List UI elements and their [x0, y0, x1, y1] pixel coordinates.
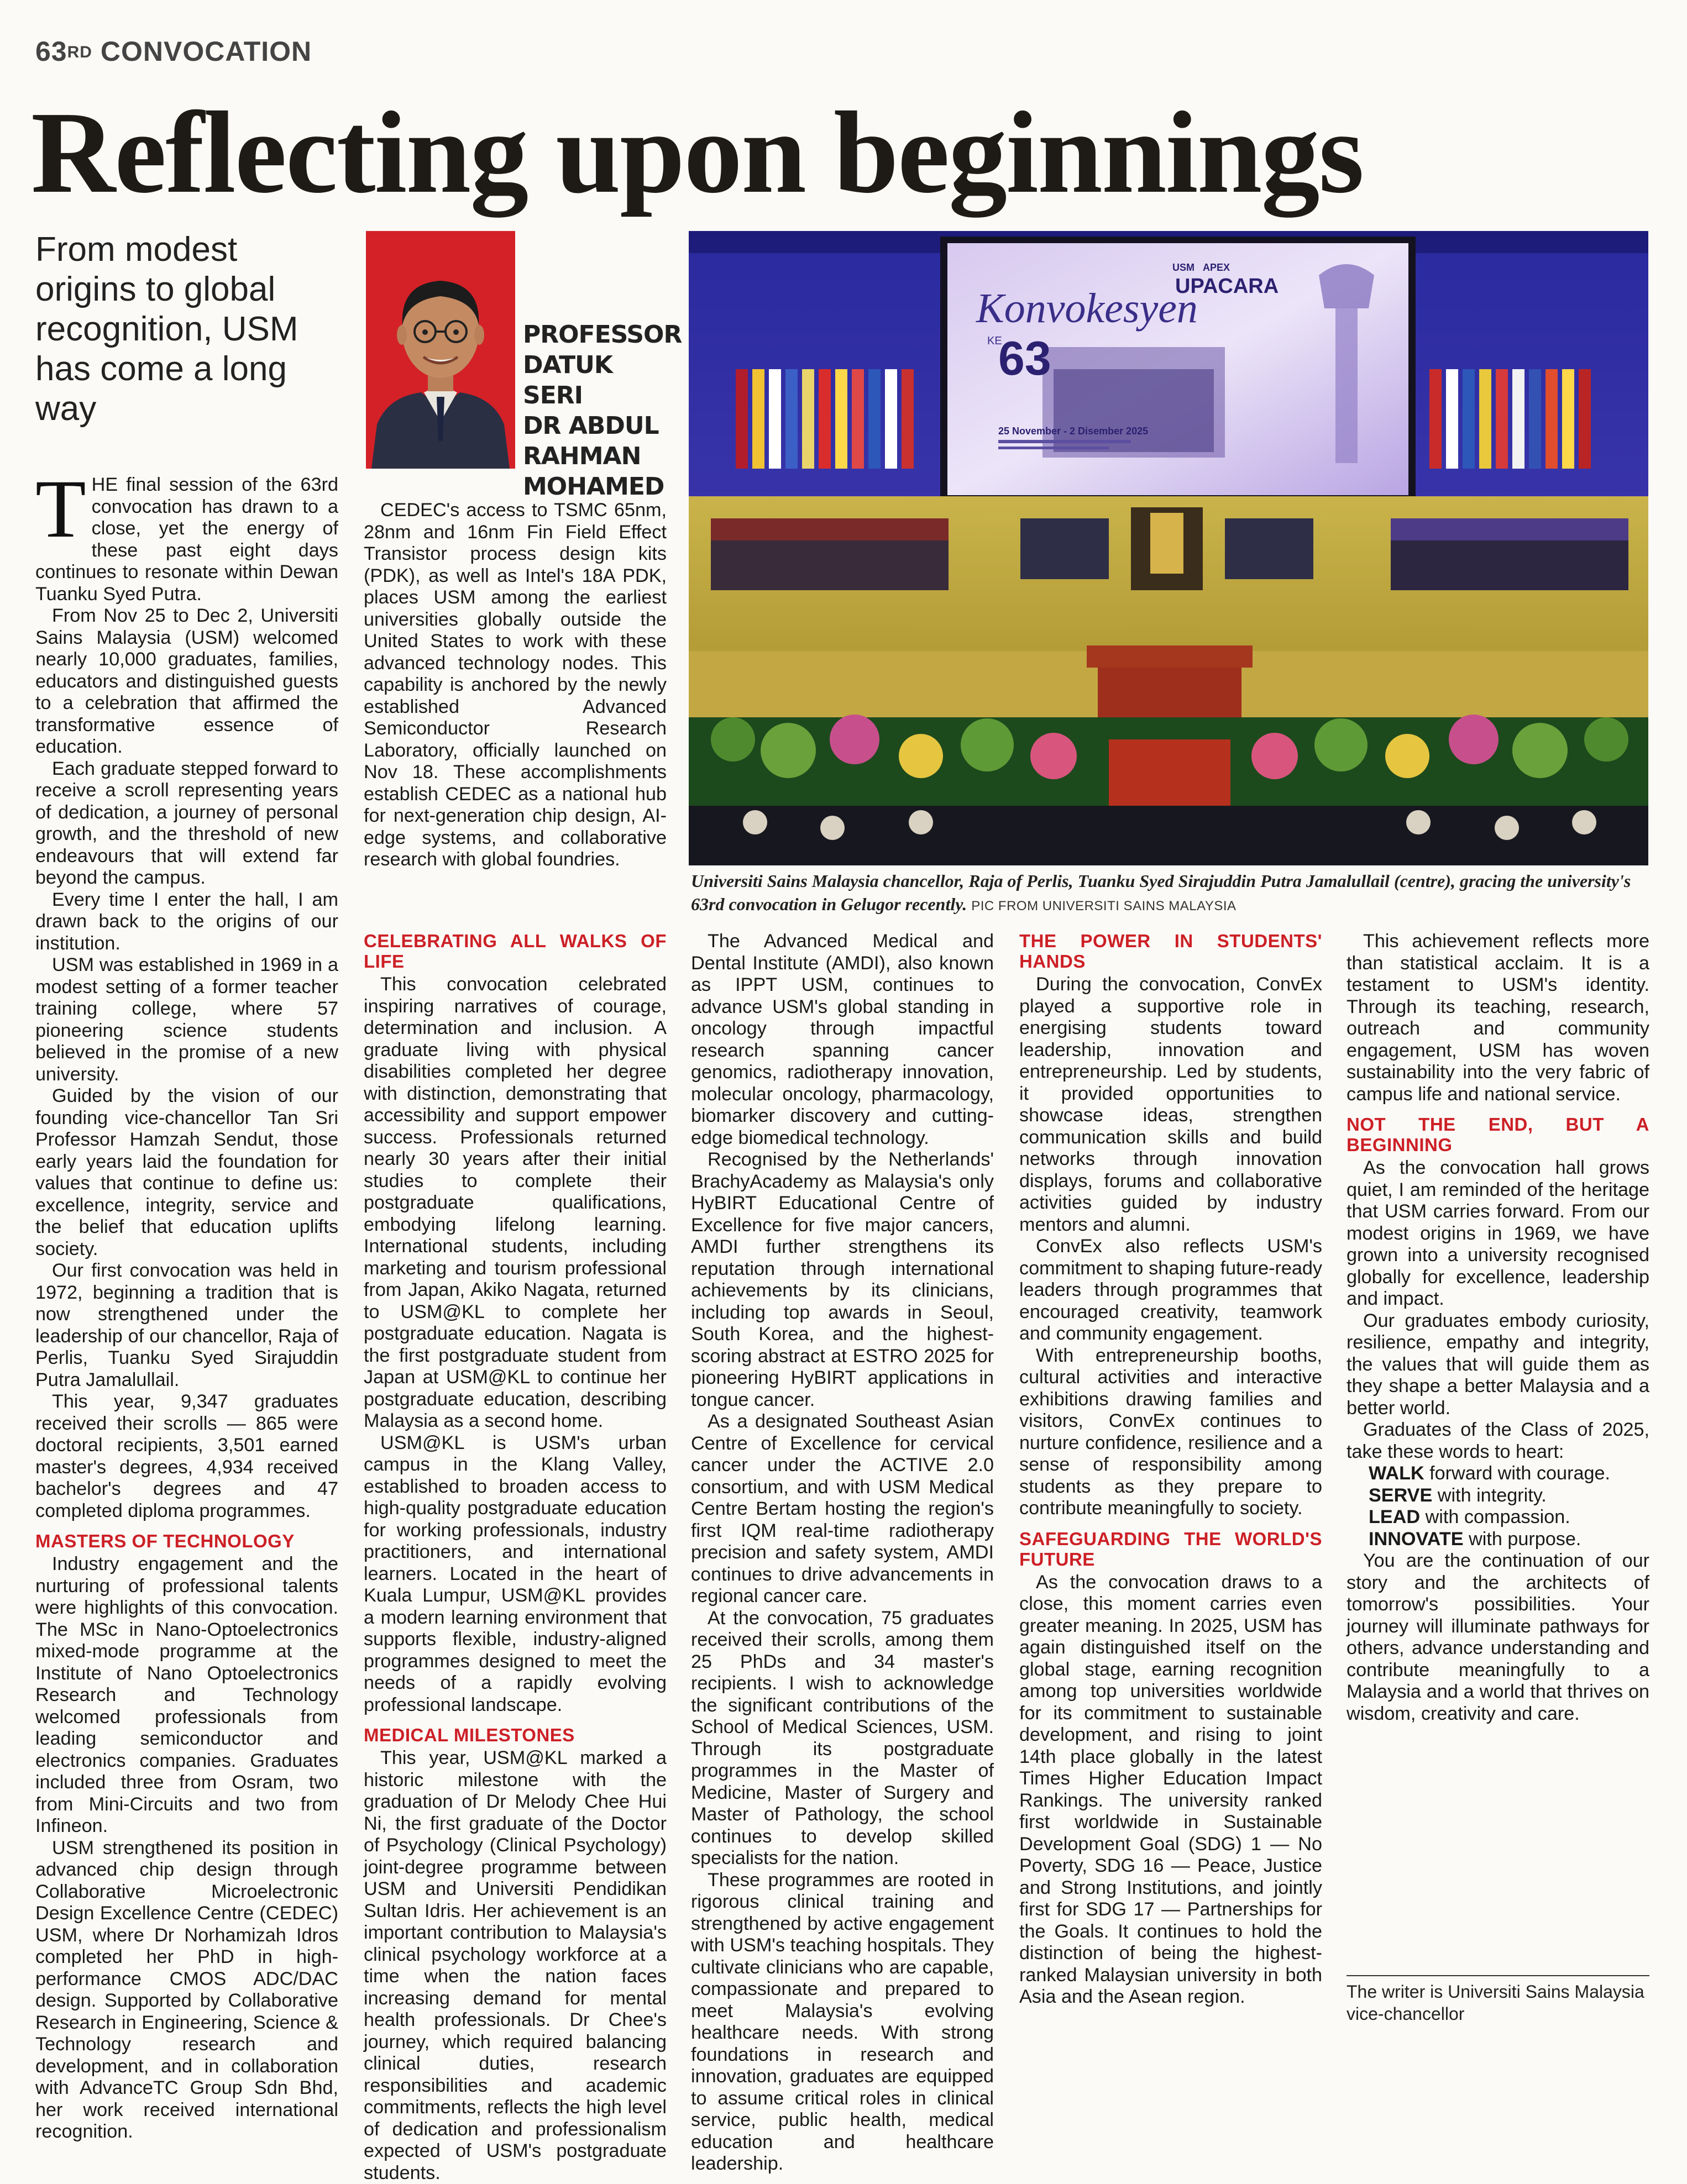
article-paragraph: This achievement reflects more than statistical acclaim. It is a testament to USM's identity. Through its teaching, research, outreach and community engagement, USM has woven sustainability into the very fabric of campus life and national service.	[1347, 931, 1649, 1105]
article-paragraph: As the convocation draws to a close, this moment carries even greater meaning. In 2025, USM has again distinguished itself on the global stage, earning recognition among top universities worldwide for its commitment to sustainable development, and rising to joint 14th place globally in the latest Times Higher Education Impact Rankings. The university ranked first worldwide in Sustainable Development Goal (SDG) 1 — No Poverty, SDG 16 — Peace, Justice and Strong Institutions, and jointly first for SDG 17 — Partnerships for the Goals. It continues to hold the distinction of being the highest-ranked Malaysian university in both Asia and the Asean region.	[1019, 1571, 1322, 2007]
article-paragraph: CEDEC's access to TSMC 65nm, 28nm and 16nm Fin Field Effect Transistor process design kits (PDK), as well as Intel's 18A PDK, places USM among the earliest universities globally outside the United States to work with these advanced technology nodes. This capability is anchored by the newly established Advanced Semiconductor Research Laboratory, officially launched on Nov 18. These accomplishments establish CEDEC as a national hub for next-generation chip design, AI-edge systems, and collaborative research with global foundries.	[364, 500, 667, 870]
article-paragraph: USM@KL is USM's urban campus in the Klang Valley, established to broaden access to high-quality postgraduate education for working professionals, industry practitioners, and international learners. Located in the heart of Kuala Lumpur, USM@KL provides a modern learning environment that supports flexible, industry-aligned programmes designed to meet the needs of a rapidly evolving professional landscape.	[364, 1432, 667, 1715]
screen-upacara: UPACARA	[1175, 275, 1279, 298]
article-paragraph: Each graduate stepped forward to receive a scroll representing years of dedication, a journey of personal growth, and the threshold of new endeavours that will extend far beyond the campus.	[35, 758, 338, 888]
screen-ke: KE	[987, 335, 1002, 347]
article-paragraph: These programmes are rooted in rigorous clinical training and strengthened by active engagement with USM's teaching hospitals. They cultivate clinicians who are capable, compassionate and prepared to meet Malaysia's evolving healthcare needs. With strong foundations in research and innovation, graduates are equipped to assume critical roles in clinical service, public health, medical education and healthcare leadership.	[691, 1869, 994, 2174]
article-paragraph: From Nov 25 to Dec 2, Universiti Sains Malaysia (USM) welcomed nearly 10,000 graduates, families, educators and distinguished guests to a celebration that affirmed the transformative essence of education.	[35, 605, 338, 757]
article-paragraph: ConvEx also reflects USM's commitment to shaping future-ready leaders through programmes that encouraged creativity, teamwork and community engagement.	[1019, 1236, 1322, 1344]
imperative-verb: LEAD	[1369, 1506, 1421, 1527]
screen-brand: USM	[1172, 262, 1194, 273]
screen-dates: 25 November - 2 Disember 2025	[998, 426, 1149, 437]
imperative-verb: WALK	[1369, 1463, 1424, 1484]
author-name-line: PROFESSOR	[523, 321, 682, 349]
article-paragraph: This convocation celebrated inspiring narratives of courage, determination and inclusion. A graduate living with physical disabilities completed her degree with distinction, demonstrating that accessibility and support empower success. Professionals returned nearly 30 years after their initial studies to complete their postgraduate qualifications, embodying lifelong learning. International students, including marketing and tourism professional from Japan, Akiko Nagata, returned to USM@KL to complete her postgraduate education. Nagata is the first postgraduate student from Japan at USM@KL to continue her postgraduate education, describing Malaysia as a second home.	[364, 974, 667, 1431]
article-paragraph: Every time I enter the hall, I am drawn back to the origins of our institution.	[35, 889, 338, 954]
article-column-2-lower	[364, 931, 667, 2184]
seated-academics	[711, 507, 1628, 590]
convocation-photo	[689, 231, 1648, 865]
kicker-number: 63	[35, 36, 67, 67]
subhead-masters-of-technology: MASTERS OF TECHNOLOGY	[35, 1531, 295, 1551]
article-paragraph: At the convocation, 75 graduates received their scrolls, among them 25 PhDs and 34 master's recipients. I wish to acknowledge the significant contributions of the School of Medical Sciences, USM. Through its postgraduate programmes in the Master of Medicine, Master of Surgery and Master of Pathology, the school continues to develop skilled specialists for the nation.	[691, 1607, 994, 1868]
drop-cap: T	[35, 463, 86, 555]
article-column-4	[1019, 931, 1322, 2008]
imperative-text: with compassion.	[1420, 1506, 1570, 1527]
author-name-line: DR ABDUL	[523, 412, 659, 440]
article-paragraph: This year, USM@KL marked a historic milestone with the graduation of Dr Melody Chee Hui Ni, the first graduate of the Doctor of Psychology (Clinical Psychology) joint-degree programme between USM and Universiti Pendidikan Sultan Idris. Her achievement is an important contribution to Malaysia's clinical psychology workforce at a time when the nation faces increasing demand for mental health professionals. Dr Chee's journey, which required balancing clinical duties, research responsibilities and academic commitments, reflects the high level of dedication and professionalism expected of USM's postgraduate students.	[364, 1747, 667, 2183]
article-paragraph: During the convocation, ConvEx played a supportive role in energising students toward leadership, innovation and entrepreneurship. Led by students, it provided opportunities to showcase ideas, strengthen communication skills and build networks through innovation displays, forums and collaborative activities guided by industry mentors and alumni.	[1019, 974, 1322, 1235]
kicker-label: CONVOCATION	[100, 36, 312, 67]
article-paragraph: The Advanced Medical and Dental Institute (AMDI), also known as IPPT USM, continues to advance USM's global standing in oncology through impactful research spanning cancer genomics, radiotherapy innovation, molecular oncology, pharmacology, biomarker discovery and cutting-edge biomedical technology.	[691, 931, 994, 1148]
standfirst: From modest origins to global recognition, USM has come a long way	[35, 230, 298, 428]
article-paragraph: Industry engagement and the nurturing of professional talents were highlights of this convocation. The MSc in Nano-Optoelectronics mixed-mode programme at the Institute of Nano Optoelectronics Research and Technology welcomed professionals from leading semiconductor and electronics companies. Graduates included three from Osram, two from Mini-Circuits and two from Infineon.	[35, 1553, 338, 1836]
article-paragraph: Recognised by the Netherlands' BrachyAcademy as Malaysia's only HyBIRT Educational Centre of Excellence for five major cancers, AMDI further strengthens its reputation through international achievements by its clinicians, including top awards in Seoul, South Korea, and the highest-scoring abstract at ESTRO 2025 for pioneering HyBIRT applications in tongue cancer.	[691, 1149, 994, 1410]
flags-left	[736, 369, 914, 469]
writer-divider	[1347, 1975, 1649, 1976]
subhead-celebrating-all-walks-of-life: CELEBRATING ALL WALKS OF LIFE	[364, 931, 667, 972]
convocation-hall-illustration	[689, 231, 1648, 865]
article-paragraph: Our first convocation was held in 1972, beginning a tradition that is now strengthened under the leadership of our chancellor, Raja of Perlis, Tuanku Syed Sirajuddin Putra Jamalullail.	[35, 1260, 338, 1390]
imperative-line	[1347, 1506, 1649, 1529]
author-portrait	[366, 231, 515, 469]
subhead-the-power-in-students-hands: THE POWER IN STUDENTS' HANDS	[1019, 931, 1322, 972]
imperative-line	[1347, 1529, 1649, 1551]
photo-caption	[691, 869, 1653, 916]
article-column-5	[1347, 931, 1649, 1725]
writer-credit: The writer is Universiti Sains Malaysia vice-chancellor	[1347, 1982, 1644, 2024]
imperative-line	[1347, 1463, 1649, 1485]
section-kicker	[35, 35, 312, 67]
author-name	[523, 319, 682, 502]
subhead-medical-milestones: MEDICAL MILESTONES	[364, 1725, 575, 1745]
kicker-ordinal: RD	[67, 43, 92, 61]
imperative-verb: SERVE	[1369, 1484, 1433, 1506]
article-column-1	[35, 463, 338, 2143]
caption-text: Universiti Sains Malaysia chancellor, Raja of Perlis, Tuanku Syed Sirajuddin Putra Jamalullail (centre), gracing the university's 63rd convocation in Gelugor recently.	[691, 871, 1631, 914]
article-paragraph: Our graduates embody curiosity, resilience, empathy and integrity, the values that will guide them as they shape a better Malaysia and a better world.	[1347, 1310, 1649, 1419]
article-paragraph: With entrepreneurship booths, cultural activities and interactive exhibitions drawing families and visitors, ConvEx continues to nurture confidence, resilience and a sense of responsibility among students as they prepare to contribute meaningfully to society.	[1019, 1345, 1322, 1519]
article-paragraph: You are the continuation of our story and the architects of tomorrow's possibilities. Your journey will illuminate pathways for others, advance understanding and contribute meaningfully to a Malaysia and a world that thrives on wisdom, creativity and care.	[1347, 1550, 1649, 1724]
article-paragraph: USM strengthened its position in advanced chip design through Collaborative Microelectronic Design Excellence Centre (CEDEC) USM, where Dr Norhamizah Idros completed her PhD in high-performance CMOS ADC/DAC design. Supported by Collaborative Research in Engineering, Science & Technology research and development, and in collaboration with AdvanceTC Group Sdn Bhd, her work received international recognition.	[35, 1837, 338, 2142]
imperative-text: with integrity.	[1432, 1484, 1547, 1506]
article-paragraph: Graduates of the Class of 2025, take these words to heart:	[1347, 1419, 1649, 1462]
article-paragraph: Guided by the vision of our founding vice-chancellor Tan Sri Professor Hamzah Sendut, those early years laid the foundation for values that continue to define us: excellence, integrity, service and the belief that education uplifts society.	[35, 1085, 338, 1259]
subhead-not-the-end-but-a-beginning: NOT THE END, BUT A BEGINNING	[1347, 1114, 1649, 1155]
article-paragraph: This year, 9,347 graduates received their scrolls — 865 were doctoral recipients, 3,501 earned master's degrees, 4,934 received bachelor's degrees and 47 completed diploma programmes.	[35, 1391, 338, 1521]
article-column-3	[691, 931, 994, 2175]
author-name-line: MOHAMED	[523, 473, 664, 501]
screen-number: 63	[998, 332, 1051, 385]
article-paragraph: As the convocation hall grows quiet, I am reminded of the heritage that USM carries forward. From our modest origins in 1969, we have grown into a university recognised globally for excellence, leadership and impact.	[1347, 1157, 1649, 1309]
imperative-text: forward with courage.	[1424, 1463, 1610, 1484]
imperative-text: with purpose.	[1463, 1528, 1581, 1550]
article-paragraph: As a designated Southeast Asian Centre of Excellence for cervical cancer under the ACTIVE 2.0 consortium, and with USM Medical Centre Bertam hosting the region's first IQM real-time radiotherapy precision and safety system, AMDI continues to drive advancements in regional cancer care.	[691, 1411, 994, 1607]
imperative-verb: INNOVATE	[1369, 1528, 1464, 1550]
article-paragraph-text: HE final session of the 63rd convocation has drawn to a close, yet the energy of these past eight days continues to resonate within Dewan Tuanku Syed Putra.	[35, 474, 338, 605]
screen-sponsor: APEX	[1203, 262, 1230, 273]
article-paragraph: USM was established in 1969 in a modest setting of a former teacher training college, where 57 pioneering science students believed in the promise of a new university.	[35, 954, 338, 1085]
subhead-safeguarding-the-worlds-future: SAFEGUARDING THE WORLD'S FUTURE	[1019, 1528, 1322, 1569]
screen-konvokesyen: Konvokesyen	[976, 285, 1198, 332]
headline: Reflecting upon beginnings	[31, 87, 1364, 217]
author-portrait-illustration	[366, 231, 515, 469]
imperative-line	[1347, 1485, 1649, 1507]
article-column-2-upper	[364, 500, 667, 871]
author-name-line: RAHMAN	[523, 442, 641, 470]
photo-credit: PIC FROM UNIVERSITI SAINS MALAYSIA	[971, 899, 1237, 914]
article-paragraph	[35, 463, 338, 605]
author-name-line: DATUK SERI	[523, 351, 612, 410]
